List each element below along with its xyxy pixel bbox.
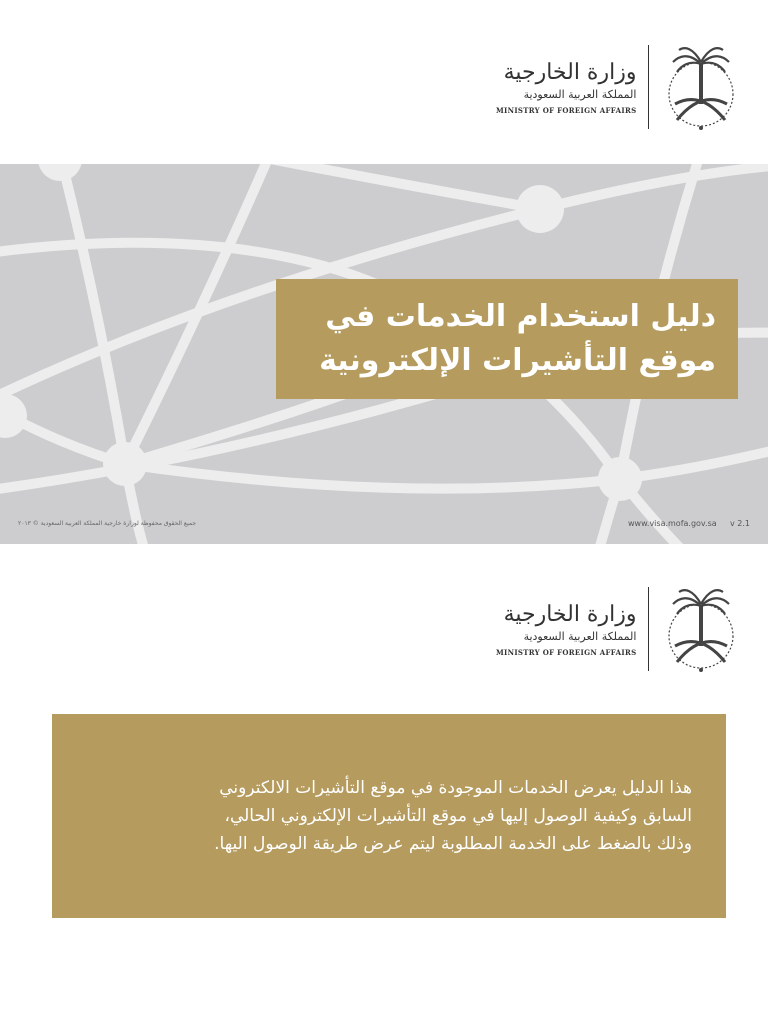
ministry-name-en-second: MINISTRY OF FOREIGN AFFAIRS <box>496 647 637 657</box>
version-label: v 2.1 <box>730 519 750 528</box>
ministry-name-en: MINISTRY OF FOREIGN AFFAIRS <box>496 105 637 115</box>
logo-divider <box>648 45 649 129</box>
logo-text-second <box>496 602 636 657</box>
cover-banner <box>0 164 768 544</box>
logo-divider-second <box>648 587 649 671</box>
cover-title-box <box>276 279 738 399</box>
saudi-emblem-icon <box>659 584 743 674</box>
intro-box <box>52 714 726 918</box>
ministry-name-ar-second: وزارة الخارجية <box>503 601 637 627</box>
website-url: www.visa.mofa.gov.sa <box>628 519 717 528</box>
logo-text <box>496 60 636 115</box>
header-logo-second <box>496 584 743 674</box>
copyright-text: جميع الحقوق محفوظة لوزارة خارجية المملكة العربية السعودية © ٢٠١٣ <box>18 520 197 527</box>
ministry-name-ar: وزارة الخارجية <box>503 59 637 85</box>
intro-line-3: وذلك بالضغط على الخدمة المطلوبة ليتم عرض طريقة الوصول اليها. <box>214 834 692 854</box>
kingdom-name-ar-second: المملكة العربية السعودية <box>523 629 637 643</box>
kingdom-name-ar: المملكة العربية السعودية <box>523 87 637 101</box>
header-logo-top <box>496 42 743 132</box>
cover-title-line-1: دليل استخدام الخدمات في <box>325 299 716 334</box>
cover-title-line-2: موقع التأشيرات الإلكترونية <box>319 343 716 378</box>
saudi-emblem-icon <box>659 42 743 132</box>
intro-line-2: السابق وكيفية الوصول إليها في موقع التأشيرات الإلكتروني الحالي، <box>224 806 692 826</box>
intro-line-1: هذا الدليل يعرض الخدمات الموجودة في موقع التأشيرات الالكتروني <box>219 778 692 798</box>
